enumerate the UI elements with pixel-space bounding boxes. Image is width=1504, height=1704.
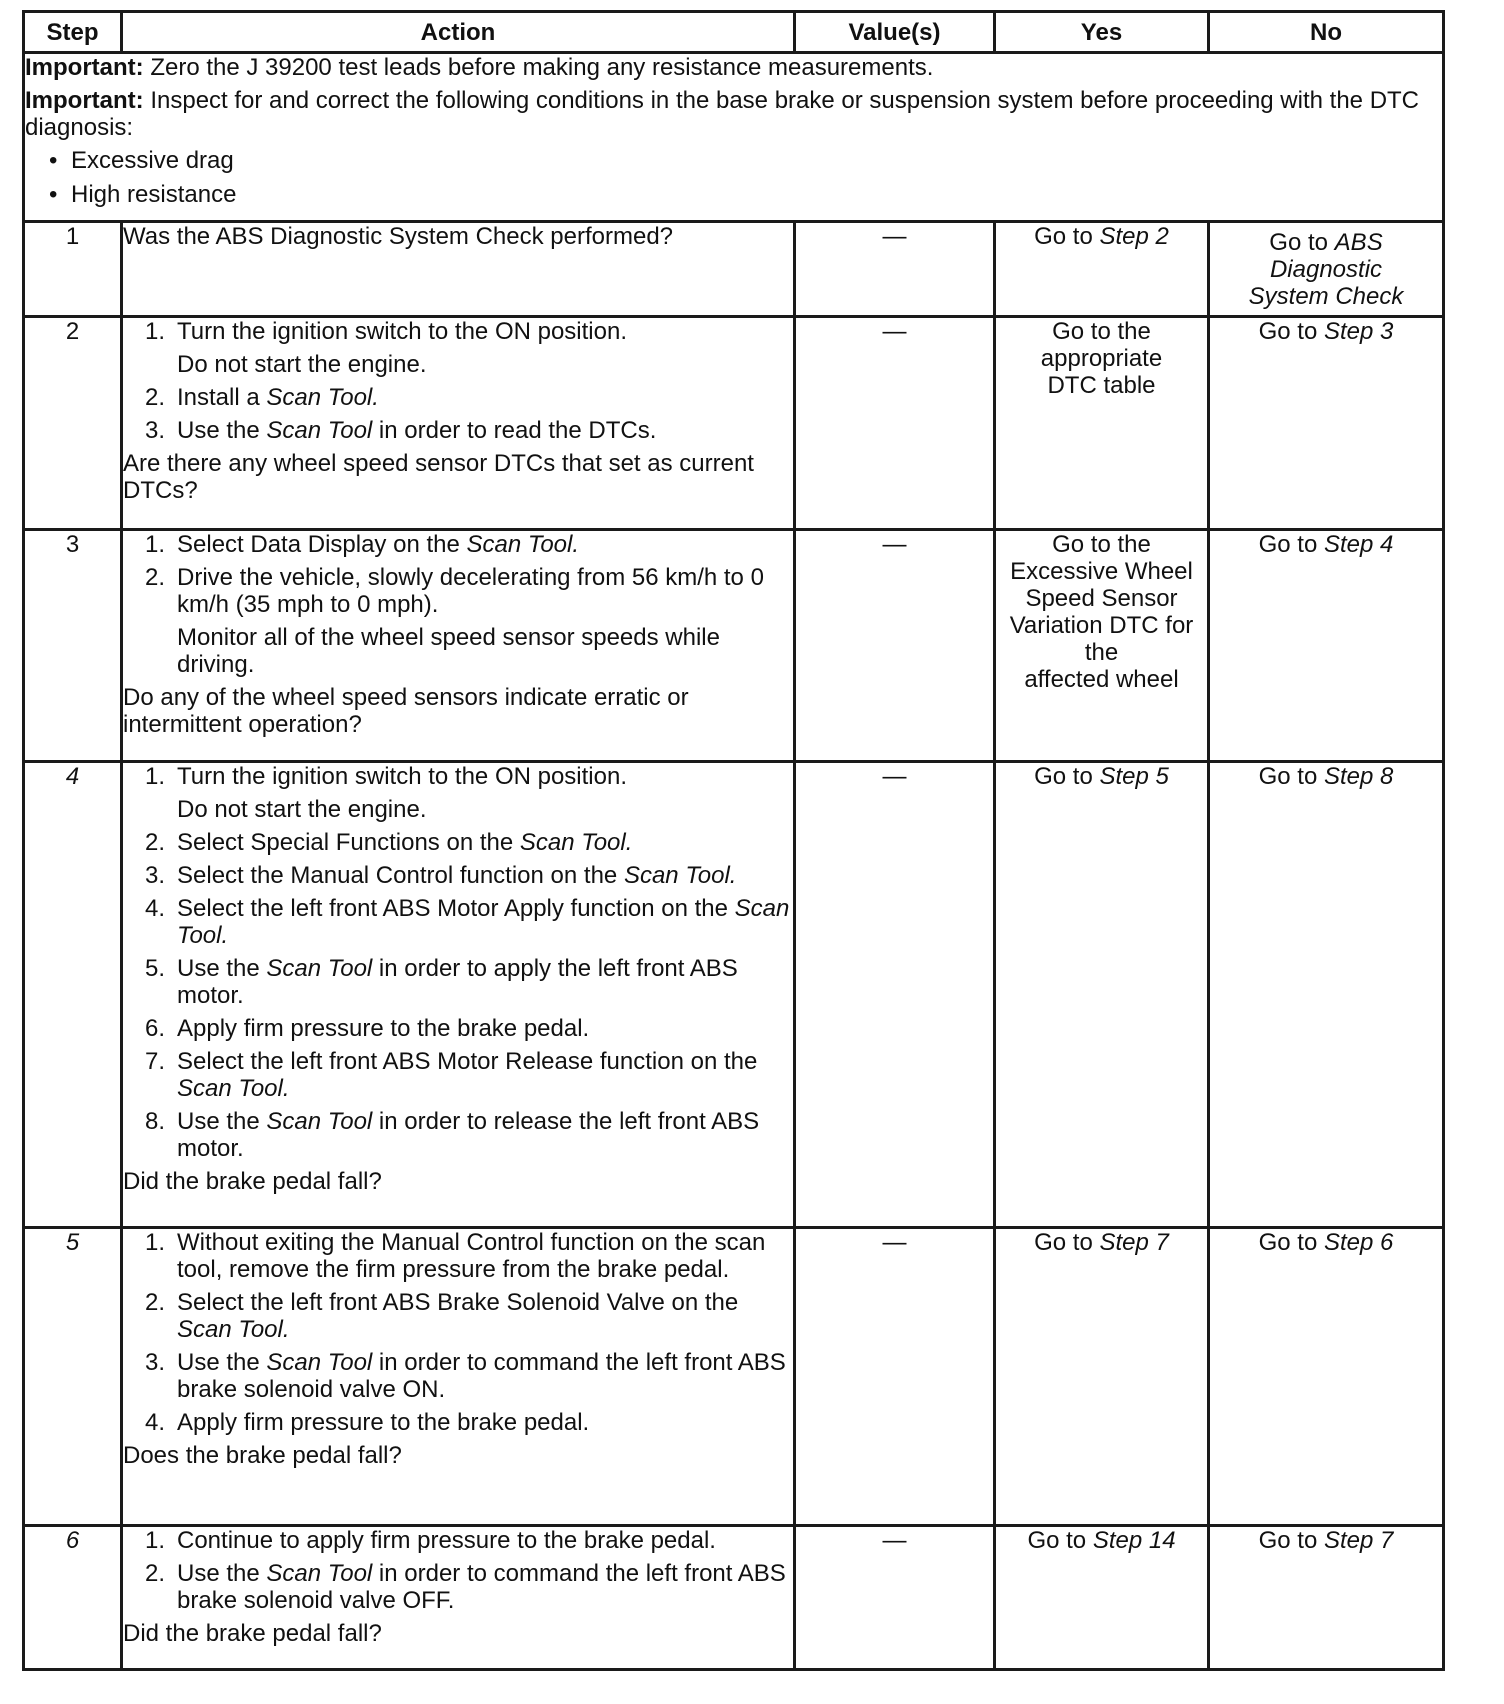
go-to-label: Go to <box>1258 318 1318 345</box>
substep-list <box>123 1229 793 1436</box>
header-action: Action <box>122 12 795 53</box>
step-row <box>24 1526 1444 1670</box>
header-no: No <box>1209 12 1444 53</box>
step-action <box>122 762 795 1228</box>
substep-item: 3. Use the Scan Tool in order to read the DTCs. <box>145 417 657 444</box>
yes-cell <box>995 762 1209 1228</box>
no-step-ref: Step 4 <box>1323 531 1394 558</box>
step-value: — <box>795 762 995 1228</box>
step-question: Are there any wheel speed sensor DTCs that set as current DTCs? <box>123 450 754 504</box>
condition-item: • Excessive drag <box>49 147 1442 174</box>
important-notes <box>24 53 1444 222</box>
substep-item: 2. Drive the vehicle, slowly decelerating from 56 km/h to 0 km/h (35 mph to 0 mph). Monitor all of the wheel speed sensor speeds while driving. <box>145 564 793 678</box>
yes-target: appropriate <box>1040 345 1163 372</box>
no-cell <box>1209 1228 1444 1526</box>
substep-continuation: Monitor all of the wheel speed sensor speeds while driving. <box>177 624 720 678</box>
important-note-2 <box>25 87 1442 141</box>
header-row <box>24 12 1444 53</box>
substep-list <box>123 531 793 678</box>
substep-item: 1. Select Data Display on the Scan Tool. <box>145 531 580 558</box>
yes-target: DTC table <box>1047 372 1156 399</box>
important-label: Important: <box>25 54 144 81</box>
step-value: — <box>795 530 995 762</box>
step-number: 5 <box>24 1228 122 1526</box>
yes-cell <box>995 222 1209 317</box>
step-value: — <box>795 317 995 530</box>
yes-target: Variation DTC for <box>1009 612 1194 639</box>
header-yes: Yes <box>995 12 1209 53</box>
substep-item: 4. Apply firm pressure to the brake pedal. <box>145 1409 590 1436</box>
step-question: Do any of the wheel speed sensors indicate erratic or intermittent operation? <box>123 684 689 738</box>
yes-target: Go to the <box>1052 318 1151 345</box>
substep-item: 3. Use the Scan Tool in order to command the left front ABS brake solenoid valve ON. <box>145 1349 786 1403</box>
step-question: Did the brake pedal fall? <box>123 1168 382 1195</box>
no-target: System Check <box>1248 283 1404 310</box>
step-number: 3 <box>24 530 122 762</box>
go-to-label: Go to <box>1034 763 1093 790</box>
go-to-label: Go to <box>1027 1527 1087 1554</box>
no-cell <box>1209 317 1444 530</box>
no-step-ref: Step 7 <box>1323 1527 1394 1554</box>
important-label: Important: <box>25 87 144 114</box>
step-action <box>122 1526 795 1670</box>
step-row <box>24 317 1444 530</box>
step-row <box>24 530 1444 762</box>
substep-item: 1. Continue to apply firm pressure to the brake pedal. <box>145 1527 716 1554</box>
yes-cell <box>995 317 1209 530</box>
go-to-label: Go to <box>1034 223 1093 250</box>
important-notes-row <box>24 53 1444 222</box>
yes-cell <box>995 1228 1209 1526</box>
yes-step-ref: Step 2 <box>1099 223 1169 250</box>
substep-item: 4. Select the left front ABS Motor Apply function on the Scan Tool. <box>145 895 790 949</box>
substep-item: 2. Use the Scan Tool in order to command the left front ABS brake solenoid valve OFF. <box>145 1560 786 1614</box>
no-cell <box>1209 222 1444 317</box>
step-value: — <box>795 1228 995 1526</box>
substep-item: 2. Select the left front ABS Brake Solenoid Valve on the Scan Tool. <box>145 1289 739 1343</box>
step-question: Does the brake pedal fall? <box>123 1442 402 1469</box>
no-step-ref: Step 8 <box>1323 763 1394 790</box>
step-action <box>122 222 795 317</box>
go-to-label: Go to <box>1258 763 1318 790</box>
important-note-text: Inspect for and correct the following conditions in the base brake or suspension system before proceeding with the DTC diagnosis: <box>25 87 1420 141</box>
step-row <box>24 222 1444 317</box>
step-row <box>24 762 1444 1228</box>
no-target: ABS <box>1334 229 1383 256</box>
step-question: Was the ABS Diagnostic System Check performed? <box>123 223 674 250</box>
step-question: Did the brake pedal fall? <box>123 1620 382 1647</box>
step-number: 4 <box>24 762 122 1228</box>
go-to-label: Go to <box>1269 229 1328 256</box>
step-value: — <box>795 1526 995 1670</box>
substep-list <box>123 1527 793 1614</box>
go-to-label: Go to <box>1258 1229 1318 1256</box>
substep-item: 1. Turn the ignition switch to the ON position. Do not start the engine. <box>145 763 793 823</box>
substep-item: 1. Turn the ignition switch to the ON position. Do not start the engine. <box>145 318 793 378</box>
substep-item: 7. Select the left front ABS Motor Release function on the Scan Tool. <box>145 1048 758 1102</box>
no-cell <box>1209 1526 1444 1670</box>
step-action <box>122 317 795 530</box>
diagnostic-table <box>22 10 1445 1671</box>
substep-item: 6. Apply firm pressure to the brake pedal. <box>145 1015 590 1042</box>
header-values: Value(s) <box>795 12 995 53</box>
go-to-label: Go to <box>1258 1527 1318 1554</box>
substep-item: 1. Without exiting the Manual Control function on the scan tool, remove the firm pressure from the brake pedal. <box>145 1229 766 1283</box>
step-number: 1 <box>24 222 122 317</box>
yes-step-ref: Step 5 <box>1099 763 1169 790</box>
substep-item: 8. Use the Scan Tool in order to release the left front ABS motor. <box>145 1108 760 1162</box>
important-note-1 <box>25 54 1442 81</box>
condition-item: • High resistance <box>49 181 1442 208</box>
yes-cell <box>995 530 1209 762</box>
substep-item: 2. Install a Scan Tool. <box>145 384 379 411</box>
condition-list <box>25 147 1442 208</box>
step-number: 6 <box>24 1526 122 1670</box>
yes-target: Excessive Wheel <box>1010 558 1193 585</box>
no-step-ref: Step 3 <box>1323 318 1394 345</box>
substep-item: 3. Select the Manual Control function on the Scan Tool. <box>145 862 737 889</box>
yes-target: Go to the <box>1052 531 1151 558</box>
go-to-label: Go to <box>1034 1229 1093 1256</box>
step-row <box>24 1228 1444 1526</box>
header-step: Step <box>24 12 122 53</box>
yes-target: the <box>1084 639 1119 666</box>
step-value: — <box>795 222 995 317</box>
no-target: Diagnostic <box>1269 256 1383 283</box>
no-cell <box>1209 530 1444 762</box>
step-action <box>122 530 795 762</box>
yes-step-ref: Step 14 <box>1092 1527 1176 1554</box>
substep-item: 5. Use the Scan Tool in order to apply the left front ABS motor. <box>145 955 738 1009</box>
substep-continuation: Do not start the engine. <box>177 796 427 823</box>
substep-continuation: Do not start the engine. <box>177 351 427 378</box>
diagnostic-page <box>22 10 1442 1671</box>
no-step-ref: Step 6 <box>1323 1229 1394 1256</box>
substep-list <box>123 763 793 1162</box>
yes-target: Speed Sensor <box>1025 585 1178 612</box>
yes-cell <box>995 1526 1209 1670</box>
yes-step-ref: Step 7 <box>1099 1229 1169 1256</box>
important-note-text: Zero the J 39200 test leads before making any resistance measurements. <box>150 54 934 81</box>
yes-target: affected wheel <box>1024 666 1179 693</box>
step-action <box>122 1228 795 1526</box>
step-number: 2 <box>24 317 122 530</box>
go-to-label: Go to <box>1258 531 1318 558</box>
substep-item: 2. Select Special Functions on the Scan Tool. <box>145 829 633 856</box>
no-cell <box>1209 762 1444 1228</box>
substep-list <box>123 318 793 444</box>
